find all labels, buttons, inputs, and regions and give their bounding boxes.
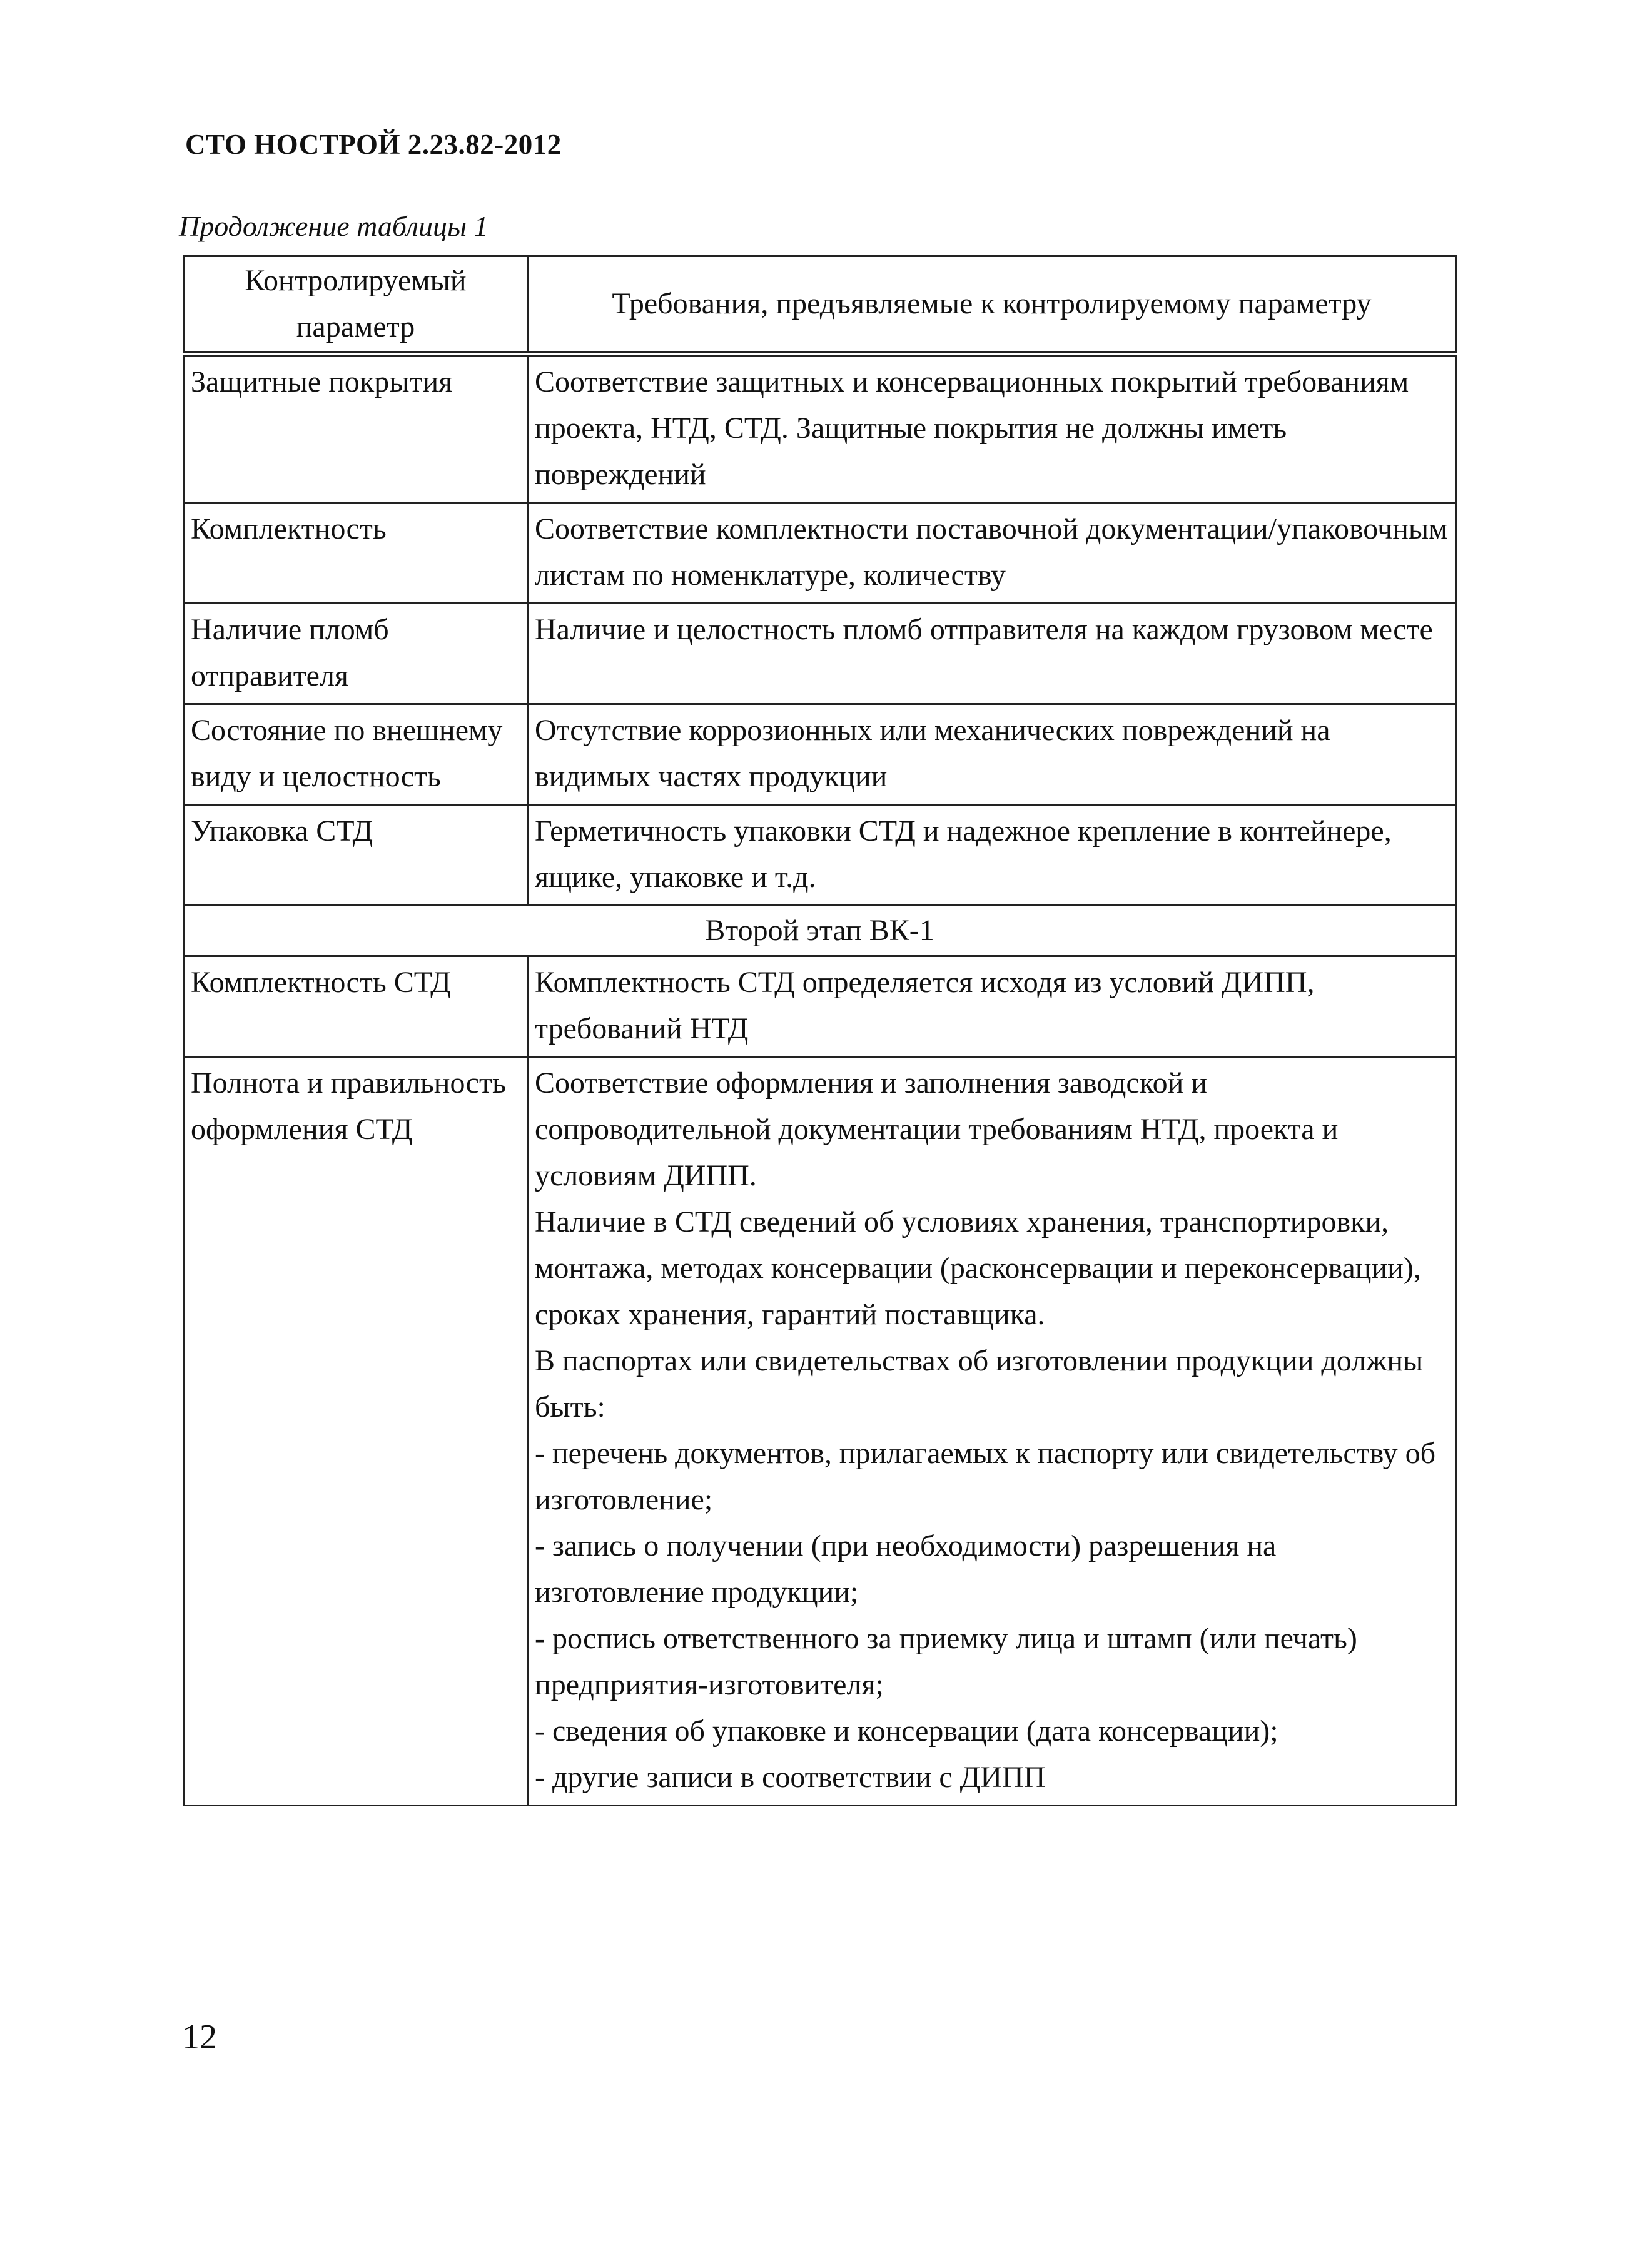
requirement-line: В паспортах или свидетельствах об изготовлении продукции должны быть: [535,1344,1424,1424]
requirement-list-item: - перечень документов, прилагаемых к паспорту или свидетельству об изготовление; [535,1437,1436,1516]
column-header-requirements: Требования, предъявляемые к контролируемому параметру [528,256,1456,354]
table-row [184,956,1456,1057]
table-row [184,704,1456,805]
table-row [184,805,1456,906]
document-code: СТО НОСТРОЙ 2.23.82-2012 [185,129,562,160]
parameter-cell: Состояние по внешнему виду и целостность [184,704,528,805]
page-number: 12 [182,2018,217,2057]
table-row [184,354,1456,503]
table-continuation-caption: Продолжение таблицы 1 [179,210,489,242]
parameter-cell: Упаковка СТД [184,805,528,906]
table-header-row [184,256,1456,354]
requirement-cell: Отсутствие коррозионных или механических повреждений на видимых частях продукции [528,704,1456,805]
requirement-cell [528,1057,1456,1806]
column-header-parameter: Контролируемый параметр [184,256,528,354]
table-row [184,1057,1456,1806]
requirement-list-item: - сведения об упаковке и консервации (дата консервации); [535,1714,1278,1748]
table-row [184,604,1456,704]
table-row [184,503,1456,604]
requirement-line: Наличие в СТД сведений об условиях хранения, транспортировки, монтажа, методах консервации (расконсервации и переконсервации), сроках хранения, гарантий поставщика. [535,1205,1421,1331]
requirement-cell: Наличие и целостность пломб отправителя на каждом грузовом месте [528,604,1456,704]
requirement-cell: Соответствие защитных и консервационных покрытий требованиям проекта, НТД, СТД. Защитные покрытия не должны иметь повреждений [528,354,1456,503]
requirements-table [183,255,1457,1806]
parameter-cell: Защитные покрытия [184,354,528,503]
requirement-cell: Соответствие комплектности поставочной документации/упаковочным листам по номенклатуре, количеству [528,503,1456,604]
requirement-line: Соответствие оформления и заполнения заводской и сопроводительной документации требованиям НТД, проекта и условиям ДИПП. [535,1066,1339,1192]
parameter-cell: Комплектность СТД [184,956,528,1057]
stage-header-row [184,906,1456,956]
stage-label: Второй этап ВК-1 [184,906,1456,956]
requirement-cell: Комплектность СТД определяется исходя из условий ДИПП, требований НТД [528,956,1456,1057]
requirement-list-item: - другие записи в соответствии с ДИПП [535,1761,1046,1794]
requirement-cell: Герметичность упаковки СТД и надежное крепление в контейнере, ящике, упаковке и т.д. [528,805,1456,906]
parameter-cell: Наличие пломб отправителя [184,604,528,704]
requirement-list-item: - запись о получении (при необходимости) разрешения на изготовление продукции; [535,1529,1277,1609]
parameter-cell: Полнота и правильность оформления СТД [184,1057,528,1806]
parameter-cell: Комплектность [184,503,528,604]
requirement-list-item: - роспись ответственного за приемку лица и штамп (или печать) предприятия-изготовителя; [535,1622,1357,1701]
